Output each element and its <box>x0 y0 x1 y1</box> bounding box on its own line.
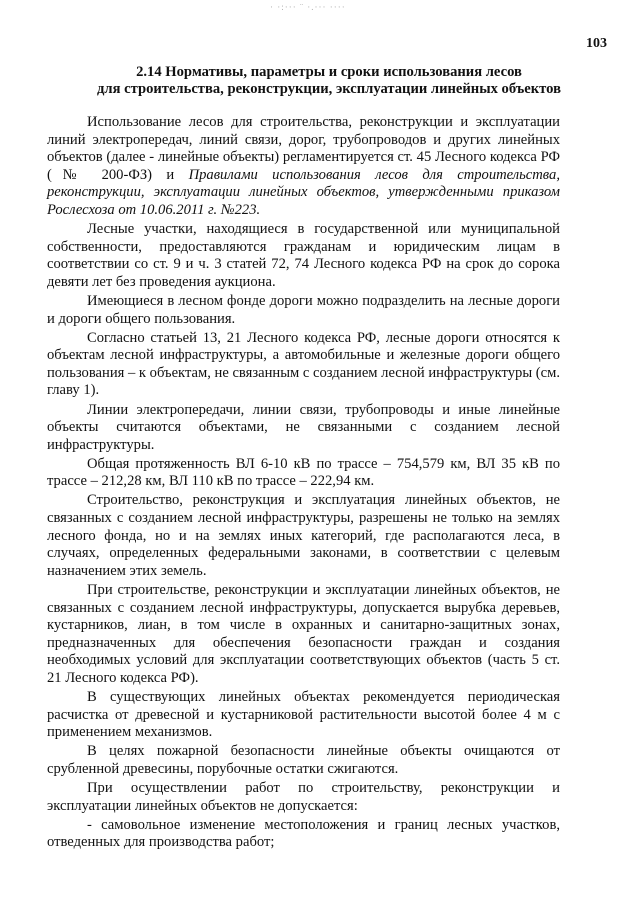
section-title <box>60 64 598 98</box>
scan-header-noise: · ·:··· ¨ ·.··· ···· <box>270 2 346 12</box>
paragraph-3: Имеющиеся в лесном фонде дороги можно подразделить на лесные дороги и дороги общего пользования. <box>47 292 560 327</box>
paragraph-7: Строительство, реконструкция и эксплуатация линейных объектов, не связанных с созданием лесной инфраструктуры, разрешены не только на землях лесного фонда, но и на землях иных категорий, где располагаются леса, в случаях, определенных федеральными законами, в соответствии с целевым назначением этих земель. <box>47 492 560 579</box>
paragraph-10: В целях пожарной безопасности линейные объекты очищаются от срубленной древесины, порубочные остатки сжигаются. <box>47 743 560 777</box>
section-title-line-1: 2.14 Нормативы, параметры и сроки использования лесов <box>136 64 522 80</box>
paragraph-11: При осуществлении работ по строительству, реконструкции и эксплуатации линейных объектов не допускается: <box>47 779 560 814</box>
list-item: - самовольное изменение местоположения и границ лесных участков, отведенных для производства работ; <box>47 816 560 851</box>
paragraph-4: Согласно статьей 13, 21 Лесного кодекса РФ, лесные дороги относятся к объектам лесной инфраструктуры, а автомобильные и железные дороги общего пользования – к объектам, не связанным с созданием лесной инфраструктуры (см. главу 1). <box>47 329 560 399</box>
paragraph-6: Общая протяженность ВЛ 6-10 кВ по трассе – 754,579 км, ВЛ 35 кВ по трассе – 212,28 км, ВЛ 110 кВ по трассе – 222,94 км. <box>47 455 560 490</box>
paragraph-1-text: Использование лесов для строительства, реконструкции и эксплуатации линий электропередач, линий связи, дорог, трубопроводов и других линейных объектов (далее - линейные объекты) регламентируется ст. 45 Лесного кодекса РФ (№ 200-ФЗ) и <box>47 114 560 183</box>
paragraph-1 <box>47 114 560 220</box>
paragraph-1-italic: Правилами использования лесов для строительства, реконструкции, эксплуатации линейных объектов, утвержденными приказом Рослесхоза от 10.06.2011 г. №223. <box>47 166 560 218</box>
paragraph-2: Лесные участки, находящиеся в государственной или муниципальной собственности, предоставляются гражданам и юридическим лицам в соответствии со ст. 9 и ч. 3 статей 72, 74 Лесного кодекса РФ на срок до сорока девяти лет без проведения аукциона. <box>47 221 560 290</box>
paragraph-8: При строительстве, реконструкции и эксплуатации линейных объектов, не связанных с созданием лесной инфраструктуры, допускается вырубка деревьев, кустарников, лиан, в том числе в охранных и санитарно-защитных зонах, предназначенных для обеспечения безопасности граждан и создания необходимых условий для эксплуатации соответствующих объектов (часть 5 ст. 21 Лесного кодекса РФ). <box>47 581 560 686</box>
section-title-line-2: для строительства, реконструкции, эксплуатации линейных объектов <box>97 81 561 97</box>
paragraph-9: В существующих линейных объектах рекомендуется периодическая расчистка от древесной и кустарниковой растительности высотой более 4 м с применением механизмов. <box>47 689 560 741</box>
page-number: 103 <box>586 36 607 51</box>
body-text <box>47 114 560 853</box>
paragraph-5: Линии электропередачи, линии связи, трубопроводы и иные линейные объекты считаются объектами, не связанными с созданием лесной инфраструктуры. <box>47 401 560 453</box>
